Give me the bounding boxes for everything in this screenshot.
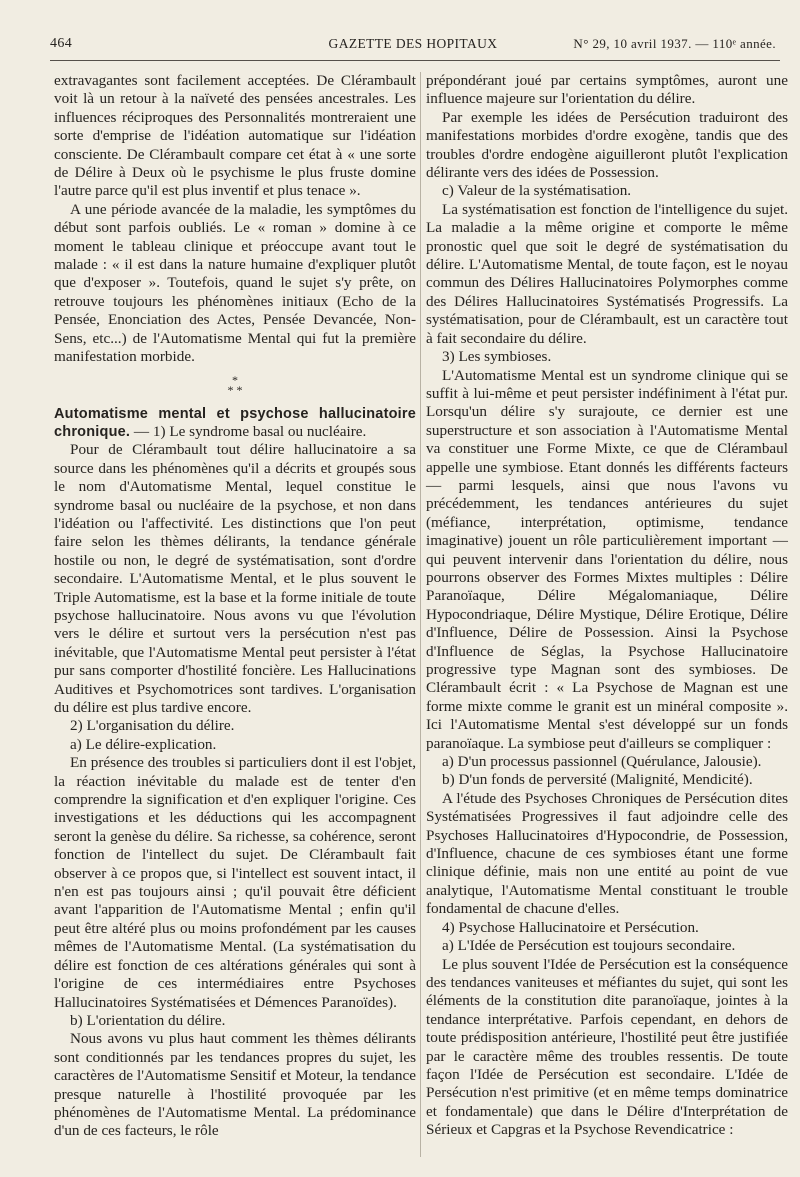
paragraph: Pour de Clérambault tout délire hallucinatoire a sa source dans les phénomènes qu'il a décrits et groupés sous le nom d'Automatisme Mental, lequel constitue le syndrome basal ou nucléaire de la psychose, et non dans l'idéation ou l'affectivité. Les distinctions que l'on peut faire selon les thèmes délirants, la tendance générale hostile ou non, le degré de systématisation, sont d'ordre secondaire. L'Automatisme Mental, et le plus souvent le Triple Automatisme, est la base et la forme initiale de toute psychose hallucinatoire. Nous avons vu que l'évolution vers le délire et surtout vers la persécution n'est pas inévitable, que l'Automatisme Mental peut persister à l'état pur sans comporter d'hostilité foncière. Les Hallucinations Auditives et Psychomotrices sont tardives. L'organisation du délire est plus tardive encore. [54,441,416,716]
paragraph: Par exemple les idées de Persécution traduiront des manifestations morbides d'ordre exogène, tandis que des troubles d'ordre endogène aiguilleront plutôt l'explication délirante vers des idées de Possession. [426,108,788,182]
subheading: b) L'orientation du délire. [70,1011,226,1029]
paragraph: En présence des troubles si particuliers dont il est l'objet, la réaction inévitable du malade est de tenter d'en comprendre la signification et d'en expliquer l'origine. Ces investigations et les déductions qui les accompagnent seront la genèse du délire. Sa richesse, sa cohérence, seront fonction de l'intellect du sujet. De Clérambault fait observer à ce propos que, si l'intellect est souvent intact, il n'en est pas toujours ainsi ; qu'il pouvait être déficient avant l'apparition de l'Automatisme Mental ; enfin qu'il peut être altéré plus ou moins profondément par les causes mêmes de l'Automatisme Mental. (La systématisation du délire est fonction de ces altérations générales qui sont à l'origine de ces intermédiaires entre Psychoses Hallucinatoires Systématisées et Démences Paranoïdes). [54,754,416,1011]
paragraph: prépondérant joué par certains symptômes, auront une influence majeure sur l'orientation du délire. [426,72,788,108]
paragraph: La systématisation est fonction de l'intelligence du sujet. La maladie a la même origine et comporte le même pronostic quel que soit le degré de systématisation du délire. L'Automatisme Mental, de toute façon, est le noyau commun des Délires Hallucinatoires Polymorphes comme des Délires Hallucinatoires Systématisés Progressifs. La systématisation, pour de Clérambault, est un caractère tout à fait secondaire du délire. [426,200,788,347]
paragraph: A l'étude des Psychoses Chroniques de Persécution dites Systématisées Progressives il faut adjoindre celle des Psychoses Hallucinatoires d'Hypocondrie, de Possession, d'Influence, chacune de ces symbioses étant une forme clinique définie, mais non une entité au point de vue analytique, l'Automatisme Mental constituant le trouble fondamental de chacune d'elles. [426,789,788,918]
page-number: 464 [50,36,73,51]
section-lead: — 1) Le syndrome basal ou nucléaire. [130,422,367,440]
paragraph: Le plus souvent l'Idée de Persécution est la conséquence des tendances vaniteuses et méfiantes du sujet, qui sont les éléments de la constitution dite paranoïaque, jointes à la tendance interprétative. Parfois cependant, en dehors de toute prédisposition antérieure, l'hostilité peut être justifiée par le caractère même des troubles ressentis. De toute façon l'Idée de Persécution est secondaire. L'Idée de Persécution n'est primitive (et en même temps dominatrice et fondamentale) que dans le Délire d'Interprétation de Sérieux et Capgras et la Psychose Revendicatrice : [426,955,788,1139]
separator-stars: * * [227,382,243,397]
subheading: 2) L'organisation du délire. [70,717,235,735]
separator-star: * [232,372,238,387]
issue-info: N° 29, 10 avril 1937. — 110ᵉ année. [573,36,776,51]
column-divider [420,72,421,1157]
subheading: a) L'Idée de Persécution est toujours secondaire. [442,937,736,955]
subheading: a) Le délire-explication. [70,735,217,753]
section-heading-paragraph [54,405,416,442]
list-item: b) D'un fonds de perversité (Malignité, Mendicité). [442,771,753,789]
journal-title: GAZETTE DES HOPITAUX [328,36,498,51]
paragraph: Nous avons vu plus haut comment les thèmes délirants sont conditionnés par les tendances propres du sujet, les caractères de l'Automatisme Sensitif et Moteur, la tendance presque naturelle à l'hostilité provoquée par les phénomènes de l'Automatisme Mental. La prédominance d'un de ces facteurs, le rôle [54,1030,416,1140]
header-rule [50,60,780,61]
paragraph: L'Automatisme Mental est un syndrome clinique qui se suffit à lui-même et peut persister indéfiniment à l'état pur. Lorsqu'un délire s'y surajoute, ce dernier est une superstructure et son association à l'Automatisme Mental va constituer une Forme Mixte, ce que de Clérambaul appelle une symbiose. Etant donnés les différents facteurs — parmi lesquels, ainsi que nous l'avons vu précédemment, les tendances antérieures du sujet (méfiance, interprétation, optimisme, tendance imaginative) jouent un rôle particulièrement important — qui peuvent intervenir dans l'orientation du délire, nous pourrons observer des Formes Mixtes multiples : Délire Paranoïaque, Délire Mégalomaniaque, Délire Hypocondriaque, Délire Mystique, Délire Erotique, Délire d'Influence, Délire de Possession. Ainsi la Psychose d'Influence de Séglas, la Psychose Hallucinatoire progressive type Magnan sont des symbioses. De Clérambault écrit : « La Psychose de Magnan est une forme mixte comme le granit est un minéral composite ». Ici l'Automatisme Mental s'est développé sur un fonds paranoïaque. La symbiose peut d'ailleurs se compliquer : [426,366,788,752]
subheading: 4) Psychose Hallucinatoire et Persécution. [442,918,699,936]
list-item: a) D'un processus passionnel (Quérulance, Jalousie). [442,753,762,771]
section-separator [54,372,416,397]
paragraph: extravagantes sont facilement acceptées. De Clérambault voit là un retour à la naïveté des pensées ancestrales. Les influences réciproques des Personnalités montreraient une sorte d'emprise de l'idéation automatique sur l'idéation consciente. De Clérambault compare cet état à « une sorte de Délire à Deux où le psychisme le plus fruste domine l'autre parce qu'il est plus inventif et plus tenace ». [54,72,416,200]
left-column [54,72,416,1141]
subheading: 3) Les symbioses. [442,348,552,366]
section-title: Automatisme mental et psychose hallucinatoire chronique. [54,405,416,440]
paragraph: A une période avancée de la maladie, les symptômes du début sont parfois oubliés. Le « roman » domine à ce moment le tableau clinique et préoccupe avant tout le malade : « il est dans la nature humaine d'expliquer plutôt que d'exposer ». Toutefois, quand le sujet s'y prête, on retrouve toujours les phénomènes initiaux (Echo de la Pensée, Enonciation des Actes, Pensée Devancée, Non-Sens, etc...) de l'Automatisme Mental qui fut la première manifestation morbide. [54,200,416,366]
subheading: c) Valeur de la systématisation. [442,182,632,200]
right-column [426,72,788,1140]
page-header [50,34,776,58]
